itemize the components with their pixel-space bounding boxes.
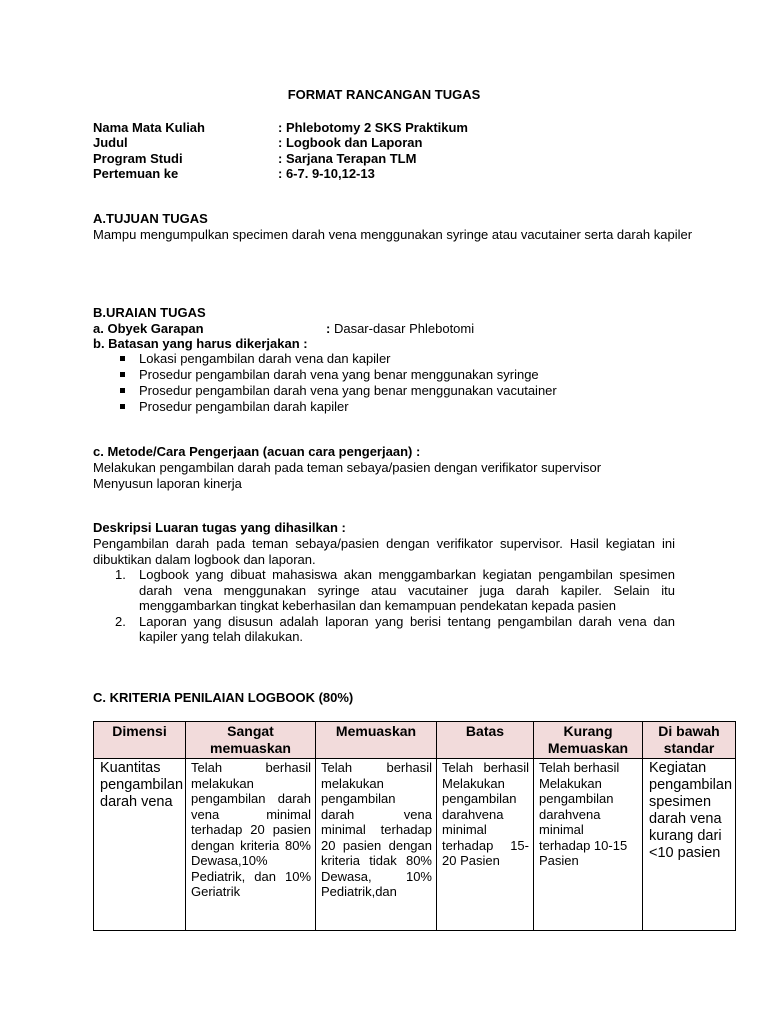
cell-kurang-memuaskan: Telah berhasil Melakukan pengambilan darahvena minimal terhadap 10-15 Pasien: [534, 759, 643, 931]
section-b-heading: B.URAIAN TUGAS: [93, 305, 206, 320]
list-item-text: Lokasi pengambilan darah vena dan kapiler: [139, 351, 391, 366]
list-number: 1.: [115, 567, 126, 582]
kriteria-table: [93, 721, 736, 931]
info-value-program-studi: : Sarjana Terapan TLM: [278, 151, 417, 166]
obyek-garapan-colon: :: [326, 321, 331, 336]
page-title: FORMAT RANCANGAN TUGAS: [287, 87, 481, 102]
header-memuaskan: Memuaskan: [316, 722, 437, 759]
list-item-text: Prosedur pengambilan darah kapiler: [139, 399, 349, 414]
list-item-text: Prosedur pengambilan darah vena yang benar menggunakan syringe: [139, 367, 539, 382]
bullet-icon: [120, 356, 125, 361]
deskripsi-list: [93, 567, 675, 645]
list-item: [93, 383, 733, 399]
list-item: [93, 567, 675, 614]
list-item-text: Logbook yang dibuat mahasiswa akan menggambarkan kegiatan pengambilan spesimen darah vena menggunakan syringe atau vacutainer juga darah kapiler. Selain itu menggambarkan tingkat keberhasilan dan kemampuan pendekatan kepada pasien: [139, 567, 675, 613]
table-header-row: [94, 722, 736, 759]
header-di-bawah-standar: Di bawah standar: [643, 722, 736, 759]
deskripsi-intro: Pengambilan darah pada teman sebaya/pasien dengan verifikator supervisor. Hasil kegiatan ini dibuktikan dalam logbook dan laporan.: [93, 536, 675, 567]
deskripsi-heading: Deskripsi Luaran tugas yang dihasilkan :: [93, 520, 346, 535]
info-label-pertemuan: Pertemuan ke: [93, 166, 179, 181]
obyek-garapan-text: Dasar-dasar Phlebotomi: [330, 321, 475, 336]
kriteria-heading: C. KRITERIA PENILAIAN LOGBOOK (80%): [93, 690, 354, 705]
section-a-text: Mampu mengumpulkan specimen darah vena menggunakan syringe atau vacutainer serta darah kapiler: [93, 227, 693, 242]
batasan-list: [93, 351, 733, 415]
obyek-garapan-value: [326, 321, 474, 337]
list-item-text: Laporan yang disusun adalah laporan yang berisi tentang pengambilan darah vena dan kapiler yang telah dilakukan.: [139, 613, 675, 644]
info-value-mata-kuliah: : Phlebotomy 2 SKS Praktikum: [278, 120, 468, 135]
cell-di-bawah-standar: Kegiatan pengambilan spesimen darah vena kurang dari <10 pasien: [643, 759, 736, 931]
header-batas: Batas: [437, 722, 534, 759]
obyek-garapan-label: a. Obyek Garapan: [93, 321, 204, 336]
batasan-label: b. Batasan yang harus dikerjakan :: [93, 336, 308, 351]
info-label-judul: Judul: [93, 135, 128, 150]
cell-sangat-memuaskan: Telah berhasil melakukan pengambilan darah vena minimal terhadap 20 pasien dengan kriteria 80% Dewasa,10% Pediatrik, dan 10% Geriatrik: [186, 759, 316, 931]
metode-heading: c. Metode/Cara Pengerjaan (acuan cara pengerjaan) :: [93, 444, 421, 459]
bullet-icon: [120, 372, 125, 377]
info-value-judul: : Logbook dan Laporan: [278, 135, 423, 150]
info-value-pertemuan: : 6-7. 9-10,12-13: [278, 166, 375, 181]
list-item: [93, 351, 733, 367]
section-a-heading: A.TUJUAN TUGAS: [93, 211, 208, 226]
bullet-icon: [120, 404, 125, 409]
list-item: [93, 614, 675, 645]
cell-dimensi: Kuantitas pengambilan darah vena: [94, 759, 186, 931]
metode-line-2: Menyusun laporan kinerja: [93, 476, 242, 491]
info-label-mata-kuliah: Nama Mata Kuliah: [93, 120, 205, 135]
list-item: [93, 367, 733, 383]
header-sangat-memuaskan: Sangat memuaskan: [186, 722, 316, 759]
bullet-icon: [120, 388, 125, 393]
list-item: [93, 399, 733, 415]
cell-memuaskan: Telah berhasil melakukan pengambilan darah vena minimal terhadap 20 pasien dengan kriteria tidak 80% Dewasa, 10% Pediatrik,dan: [316, 759, 437, 931]
cell-batas: Telah berhasil Melakukan pengambilan darahvena minimal terhadap 15-20 Pasien: [437, 759, 534, 931]
info-label-program-studi: Program Studi: [93, 151, 183, 166]
metode-line-1: Melakukan pengambilan darah pada teman sebaya/pasien dengan verifikator supervisor: [93, 460, 602, 475]
table-row: [94, 759, 736, 931]
header-kurang-memuaskan: Kurang Memuaskan: [534, 722, 643, 759]
list-number: 2.: [115, 613, 126, 629]
header-dimensi: Dimensi: [94, 722, 186, 759]
list-item-text: Prosedur pengambilan darah vena yang benar menggunakan vacutainer: [139, 383, 557, 398]
